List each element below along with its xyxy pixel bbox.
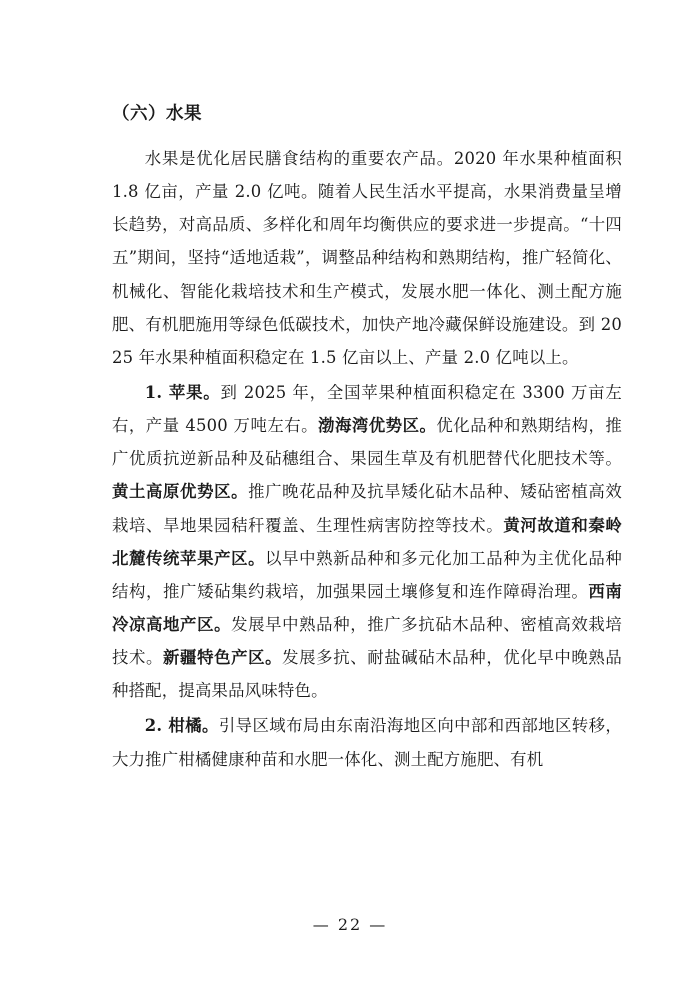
text-run: 推广晚花品种及抗旱矮化砧木品种、矮砧密植高效栽培、旱地果园秸秆覆盖、生理性病害防控等技术。	[112, 482, 622, 535]
emphasis-run: 西南冷凉高地产区。	[112, 581, 622, 634]
text-run: 优化品种和熟期结构，推广优质抗逆新品种及砧穗组合、果园生草及有机肥替代化肥技术等。	[112, 416, 622, 469]
emphasis-run: 黄河故道和秦岭北麓传统苹果产区。	[112, 515, 622, 568]
emphasis-run: 渤海湾优势区。	[318, 416, 437, 436]
text-run: 发展早中熟品种，推广多抗砧木品种、密植高效栽培技术。	[112, 614, 622, 668]
text-run: 以早中熟新品种和多元化加工品种为主优化品种结构，推广矮砧集约栽培，加强果园土壤修复和连作障碍治理。	[112, 548, 622, 601]
page-number: — 22 —	[312, 915, 388, 934]
text-run: 水果是优化居民膳食结构的重要农产品。2020 年水果种植面积 1.8 亿亩，产量 2.0 亿吨。随着人民生活水平提高，水果消费量呈增长趋势，对高品质、多样化和周年均衡供应的要求进一步提高。“十四五”期间，坚持“适地适栽”，调整品种结构和熟期结构，推广轻简化、机械化、智能化栽培技术和生产模式，发展水肥一体化、测土配方施肥、有机肥施用等绿色低碳技术，加快产地冷藏保鲜设施建设。到 2025 年水果种植面积稳定在 1.5 亿亩以上、产量 2.0 亿吨以上。	[112, 149, 622, 367]
paragraph-intro	[112, 142, 622, 374]
paragraph-apple	[112, 376, 622, 707]
emphasis-run: 2. 柑橘。	[144, 716, 219, 736]
emphasis-run: 新疆特色产区。	[163, 648, 283, 668]
text-run: 引导区域布局由东南沿海地区向中部和西部地区转移，大力推广柑橘健康种苗和水肥一体化、测土配方施肥、有机	[112, 716, 622, 769]
emphasis-run: 1. 苹果。	[144, 382, 221, 402]
emphasis-run: 黄土高原优势区。	[112, 482, 249, 502]
paragraph-citrus	[112, 709, 622, 775]
text-run: 发展多抗、耐盐碱砧木品种，优化早中晚熟品种搭配，提高果品风味特色。	[112, 648, 623, 701]
text-run: 到 2025 年，全国苹果种植面积稳定在 3300 万亩左右，产量 4500 万吨左右。	[112, 382, 622, 436]
section-heading: （六）水果	[112, 104, 202, 124]
